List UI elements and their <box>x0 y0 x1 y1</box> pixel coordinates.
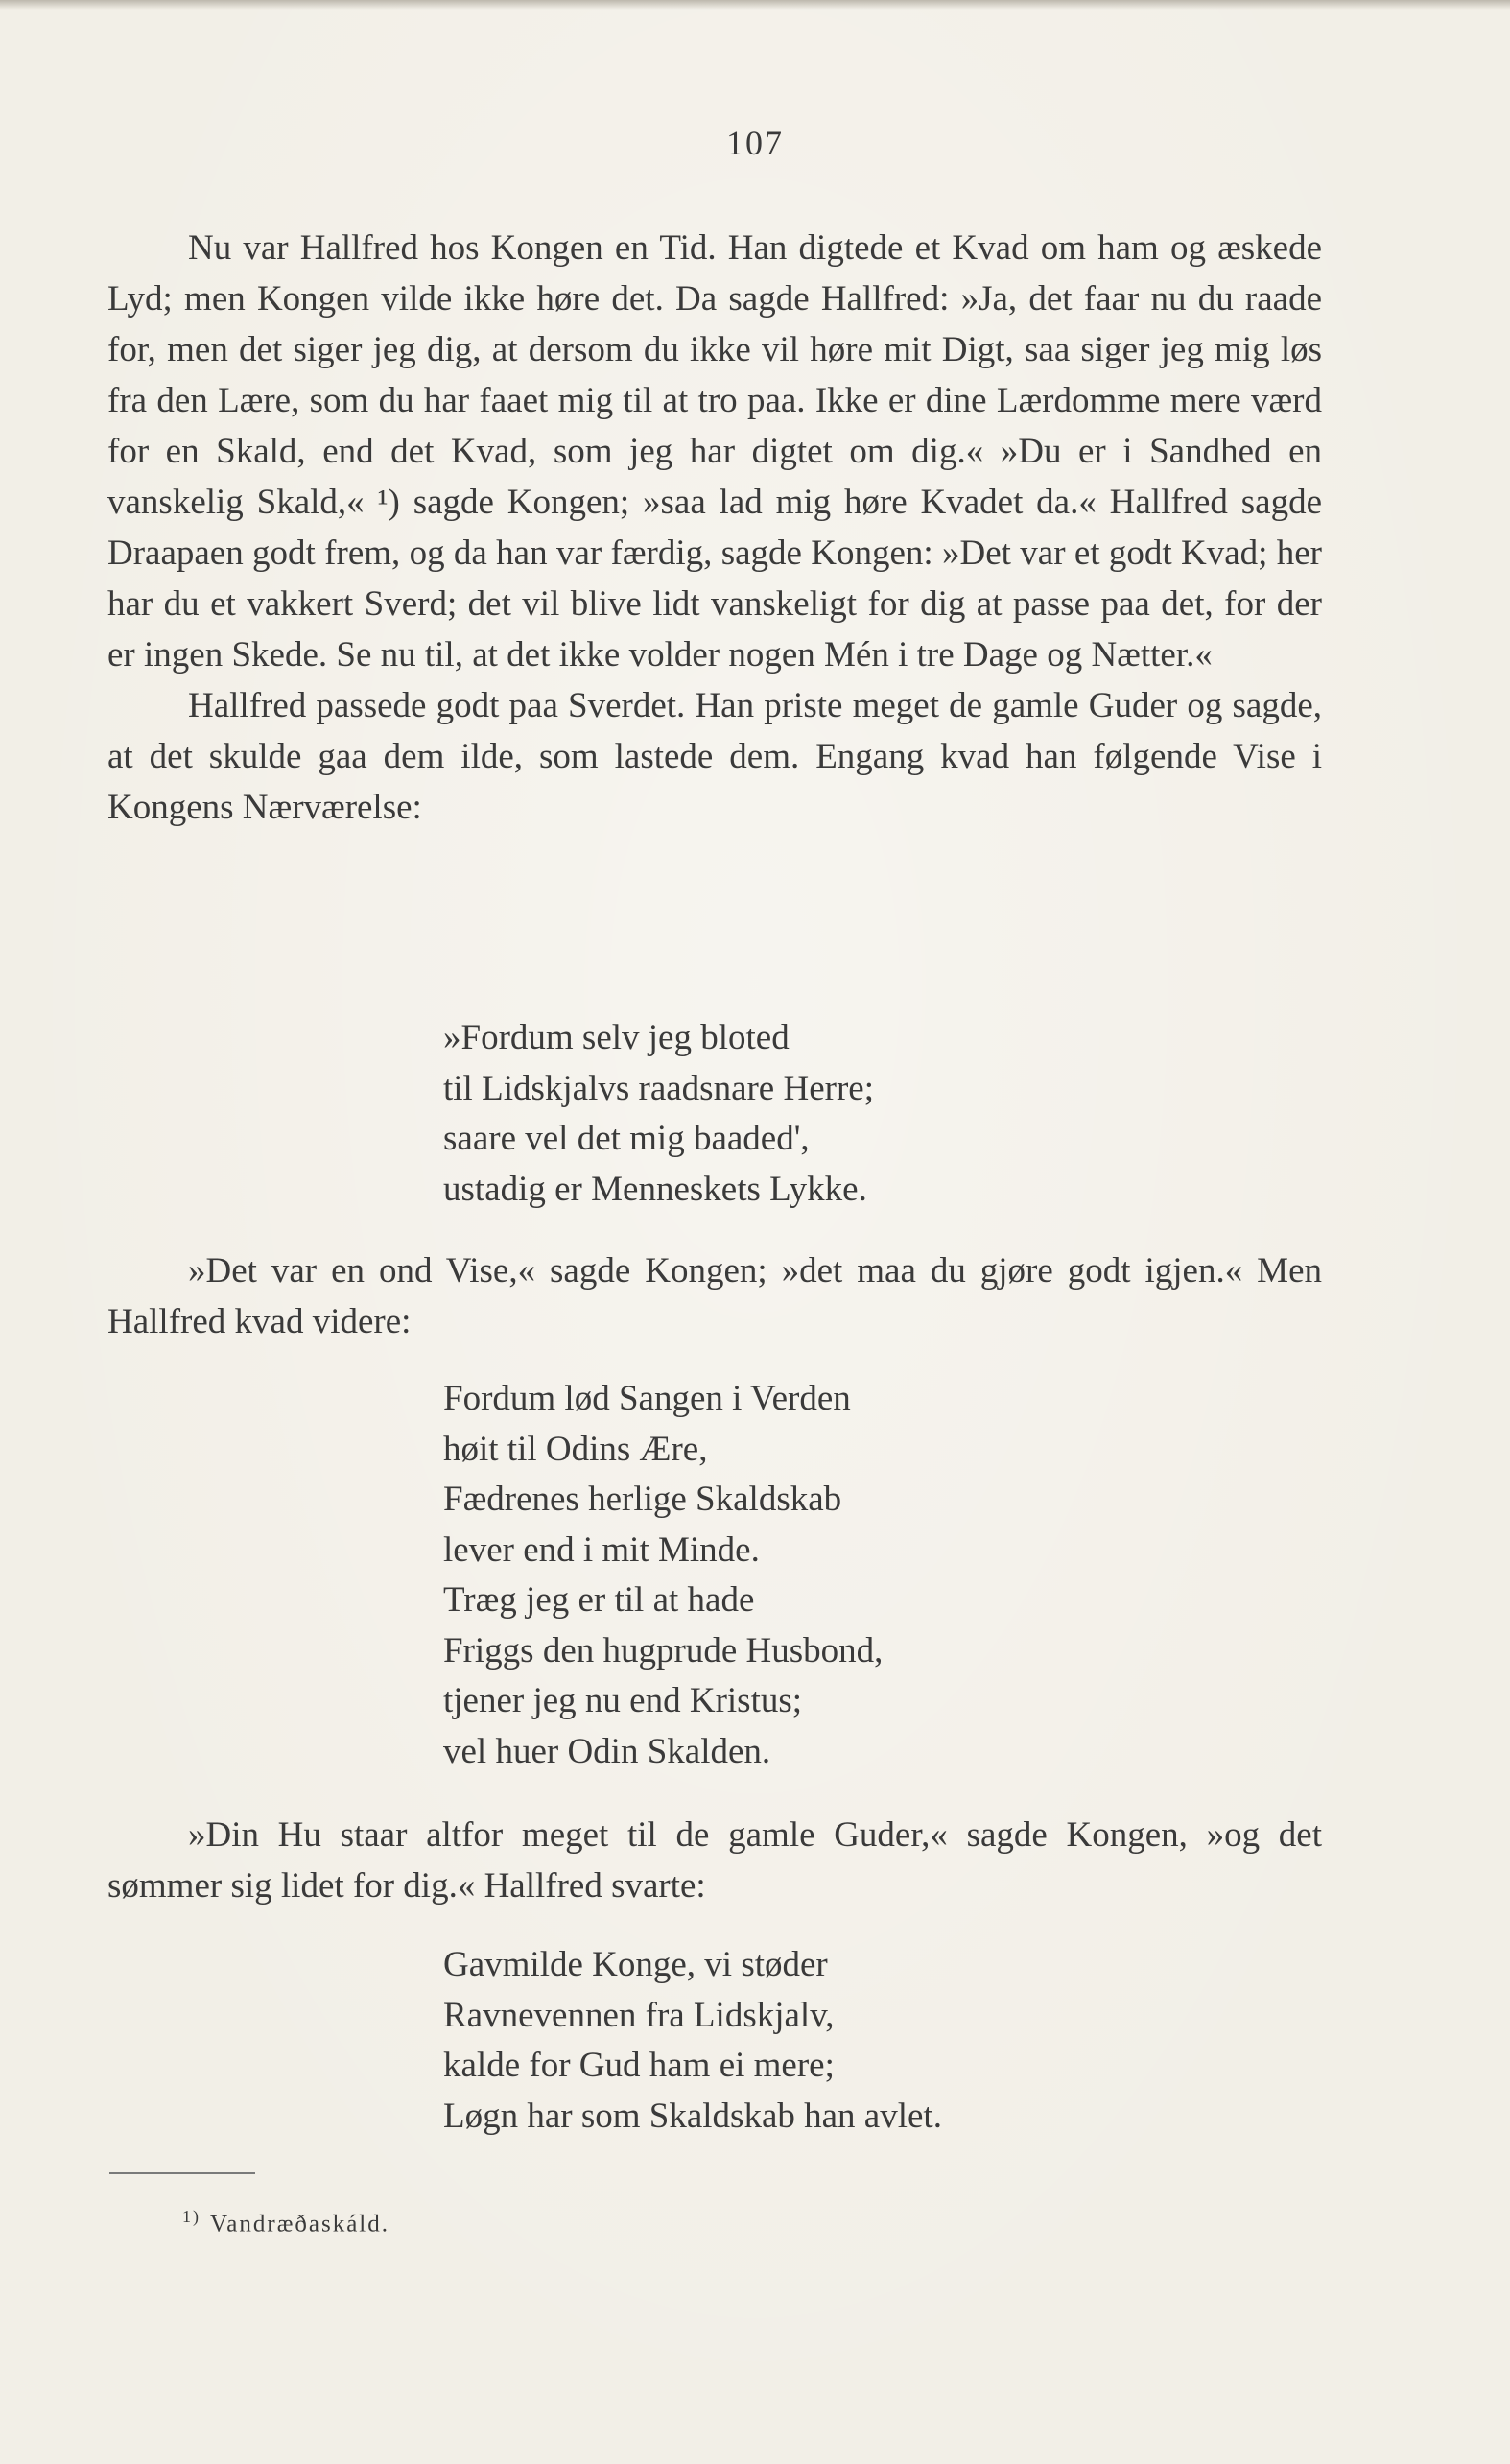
prose-block-2 <box>107 1245 1322 1347</box>
verse-line: høit til Odins Ære, <box>443 1429 708 1469</box>
verse-line: til Lidskjalvs raadsnare Herre; <box>443 1068 874 1108</box>
footnote-text: Vandræðaskáld. <box>210 2211 389 2238</box>
verse-stanza-3 <box>443 1940 1364 2142</box>
paragraph: Nu var Hallfred hos Kongen en Tid. Han digtede et Kvad om ham og æskede Lyd; men Kongen vilde ikke høre det. Da sagde Hallfred: »Ja, det faar nu du raade for, men det siger jeg dig, at dersom du ikke vil høre mit Digt, saa siger jeg mig løs fra den Lære, som du har faaet mig til at tro paa. Ikke er dine Lærdomme mere værd for en Skald, end det Kvad, som jeg har digtet om dig.« »Du er i Sandhed en vanskelig Skald,« ¹) sagde Kongen; »saa lad mig høre Kvadet da.« Hallfred sagde Draapaen godt frem, og da han var færdig, sagde Kongen: »Det var et godt Kvad; her har du et vakkert Sverd; det vil blive lidt vanskeligt for dig at passe paa det, for der er ingen Skede. Se nu til, at det ikke volder nogen Mén i tre Dage og Nætter.« <box>107 228 1322 675</box>
verse-line: kalde for Gud ham ei mere; <box>443 2046 835 2085</box>
verse-line: saare vel det mig baaded', <box>443 1119 810 1158</box>
verse-stanza-1 <box>443 1013 1364 1215</box>
verse-stanza-2 <box>443 1374 1364 1777</box>
verse-line: tjener jeg nu end Kristus; <box>443 1681 803 1720</box>
verse-line: Gavmilde Konge, vi støder <box>443 1945 828 1984</box>
footnote-rule <box>109 2172 255 2174</box>
verse-line: Fordum lød Sangen i Verden <box>443 1379 851 1418</box>
verse-line: Træg jeg er til at hade <box>443 1580 755 1620</box>
verse-line: »Fordum selv jeg bloted <box>443 1018 790 1057</box>
paragraph: »Din Hu staar altfor meget til de gamle Guder,« sagde Kongen, »og det sømmer sig lidet for dig.« Hallfred svarte: <box>107 1815 1322 1906</box>
footnote-mark: 1) <box>182 2207 201 2226</box>
paragraph: Hallfred passede godt paa Sverdet. Han priste meget de gamle Guder og sagde, at det skulde gaa dem ilde, som lastede dem. Engang kvad han følgende Vise i Kongens Nærværelse: <box>107 686 1322 827</box>
footnote <box>182 2207 389 2238</box>
page-top-edge <box>0 0 1510 10</box>
verse-line: Friggs den hugprude Husbond, <box>443 1630 884 1670</box>
paragraph: »Det var en ond Vise,« sagde Kongen; »det maa du gjøre godt igjen.« Men Hallfred kvad videre: <box>107 1251 1322 1341</box>
verse-line: vel huer Odin Skalden. <box>443 1731 771 1771</box>
prose-block-3 <box>107 1810 1322 1911</box>
page-number: 107 <box>726 124 784 162</box>
verse-line: lever end i mit Minde. <box>443 1529 760 1570</box>
verse-line: Fædrenes herlige Skaldskab <box>443 1480 842 1519</box>
verse-line: ustadig er Menneskets Lykke. <box>443 1169 867 1209</box>
verse-line: Løgn har som Skaldskab han avlet. <box>443 2096 942 2136</box>
verse-line: Ravnevennen fra Lidskjalv, <box>443 1995 835 2035</box>
prose-block-1 <box>107 223 1322 833</box>
